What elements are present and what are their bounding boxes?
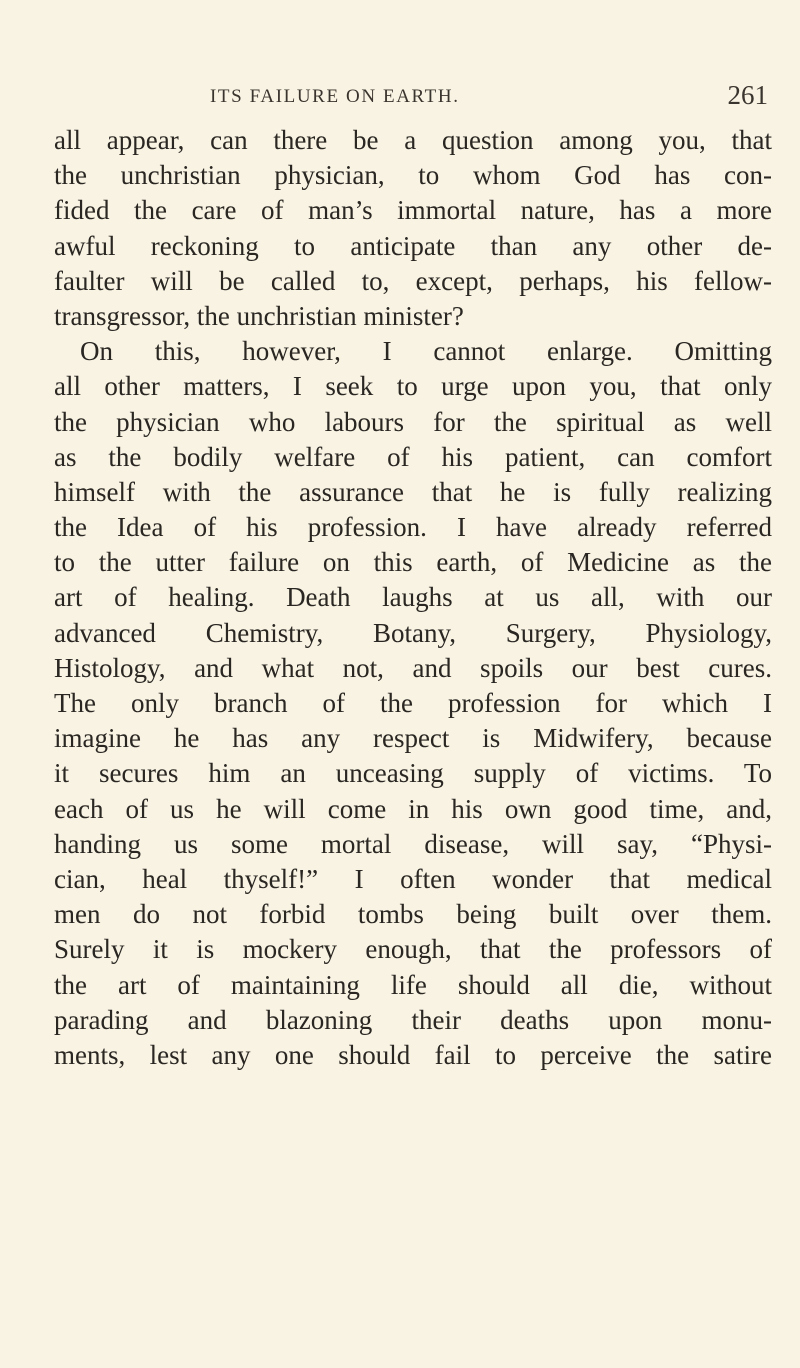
text-line: The only branch of the profession for which I [54, 688, 772, 718]
text-line: handing us some mortal disease, will say, “Physi- [54, 828, 772, 859]
text-line: men do not forbid tombs being built over them. [54, 899, 772, 930]
page-number: 261 [727, 80, 768, 110]
text-line: himself with the assurance that he is fully realizing [54, 476, 772, 507]
text-line: Surely it is mockery enough, that the professors of [54, 934, 772, 965]
text-line: the unchristian physician, to whom God has con- [54, 160, 772, 191]
text-line: faulter will be called to, except, perhaps, his fellow- [54, 265, 772, 296]
text-line: transgressor, the unchristian minister? [54, 300, 464, 331]
text-line: all appear, can there be a question among you, that [54, 125, 772, 155]
text-line: the Idea of his profession. I have already referred [54, 512, 772, 543]
text-line: parading and blazoning their deaths upon monu- [54, 1004, 772, 1035]
text-line: as the bodily welfare of his patient, can comfort [54, 441, 772, 472]
text-line: each of us he will come in his own good time, and, [54, 793, 772, 824]
running-title: ITS FAILURE ON EARTH. [210, 86, 460, 107]
running-head [48, 80, 770, 114]
text-line: imagine he has any respect is Midwifery, because [54, 723, 772, 754]
text-line: the physician who labours for the spiritual as well [54, 406, 772, 437]
text-line: ments, lest any one should fail to perceive the satire [54, 1039, 772, 1070]
text-line: advanced Chemistry, Botany, Surgery, Physiology, [54, 617, 772, 648]
text-line: the art of maintaining life should all die, without [54, 969, 772, 1000]
text-line: art of healing. Death laughs at us all, with our [54, 582, 772, 613]
text-line: cian, heal thyself!” I often wonder that medical [54, 863, 772, 894]
text-line: it secures him an unceasing supply of victims. To [54, 758, 772, 789]
body-text [54, 123, 772, 1073]
text-line: to the utter failure on this earth, of Medicine as the [54, 547, 772, 578]
paragraph-start-line: On this, however, I cannot enlarge. Omitting [80, 336, 772, 367]
text-line: awful reckoning to anticipate than any other de- [54, 230, 772, 261]
text-line: Histology, and what not, and spoils our best cures. [54, 652, 772, 683]
text-line: fided the care of man’s immortal nature, has a more [54, 195, 772, 226]
text-line: all other matters, I seek to urge upon you, that only [54, 371, 772, 402]
